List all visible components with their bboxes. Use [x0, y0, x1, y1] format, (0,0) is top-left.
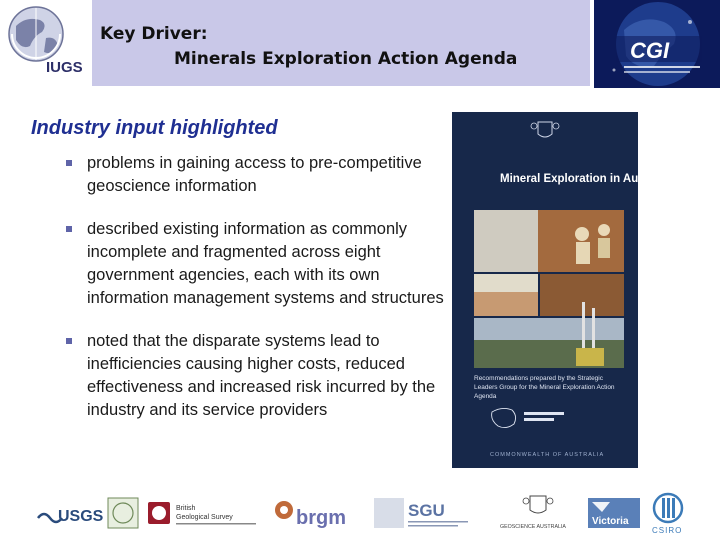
brgm-logo — [272, 488, 364, 540]
svg-text:Geological Survey: Geological Survey — [176, 514, 233, 521]
svg-text:CGI: CGI — [630, 38, 670, 63]
geoscience-australia-logo — [498, 488, 582, 540]
title-line-2: Minerals Exploration Action Agenda — [174, 48, 518, 69]
cgi-logo — [594, 0, 720, 88]
iugs-logo — [2, 2, 94, 82]
bullet-square-icon — [66, 338, 72, 344]
bullet-item — [66, 218, 446, 310]
seal-logo — [106, 488, 140, 540]
cover-subtitle: Recommendations prepared by the Strategic Leaders Group for the Mineral Exploration Action Agenda — [474, 375, 615, 400]
bullet-text: noted that the disparate systems lead to inefficiencies causing higher costs, reduced effectiveness and increased risk incurred by the industry and its service providers — [87, 332, 436, 419]
svg-text:Victoria: Victoria — [592, 516, 629, 527]
bgs-logo — [146, 488, 266, 540]
svg-text:USGS: USGS — [58, 508, 104, 525]
partner-logo-strip — [0, 488, 720, 540]
csiro-logo — [646, 488, 690, 540]
victoria-logo — [588, 488, 640, 540]
svg-text:GEOSCIENCE AUSTRALIA: GEOSCIENCE AUSTRALIA — [500, 524, 566, 530]
bullet-text: problems in gaining access to pre-competitive geoscience information — [87, 154, 422, 195]
bullet-item — [66, 330, 446, 422]
bullet-square-icon — [66, 160, 72, 166]
svg-text:British: British — [176, 505, 196, 512]
bullet-item — [66, 152, 446, 198]
sgu-logo — [372, 488, 492, 540]
svg-text:CSIRO: CSIRO — [652, 526, 683, 535]
svg-text:Mineral Exploration in Austral — [500, 173, 673, 185]
slide-title — [100, 22, 517, 71]
slide-header — [0, 0, 720, 92]
bullet-list — [66, 152, 446, 442]
usgs-logo — [36, 488, 102, 540]
title-line-1: Key Driver: — [100, 24, 208, 44]
svg-text:IUGS: IUGS — [46, 59, 83, 76]
bullet-square-icon — [66, 226, 72, 232]
svg-text:brgm: brgm — [296, 507, 346, 529]
section-heading: Industry input highlighted — [31, 117, 278, 139]
cover-footer: COMMONWEALTH OF AUSTRALIA — [490, 452, 605, 458]
svg-text:SGU: SGU — [408, 501, 445, 520]
bullet-text: described existing information as commonly incomplete and fragmented across eight government agencies, each with its own information management systems and structures — [87, 220, 444, 307]
cover-title: Mineral Exploration in Australia — [500, 173, 673, 185]
report-cover-image — [452, 112, 673, 468]
